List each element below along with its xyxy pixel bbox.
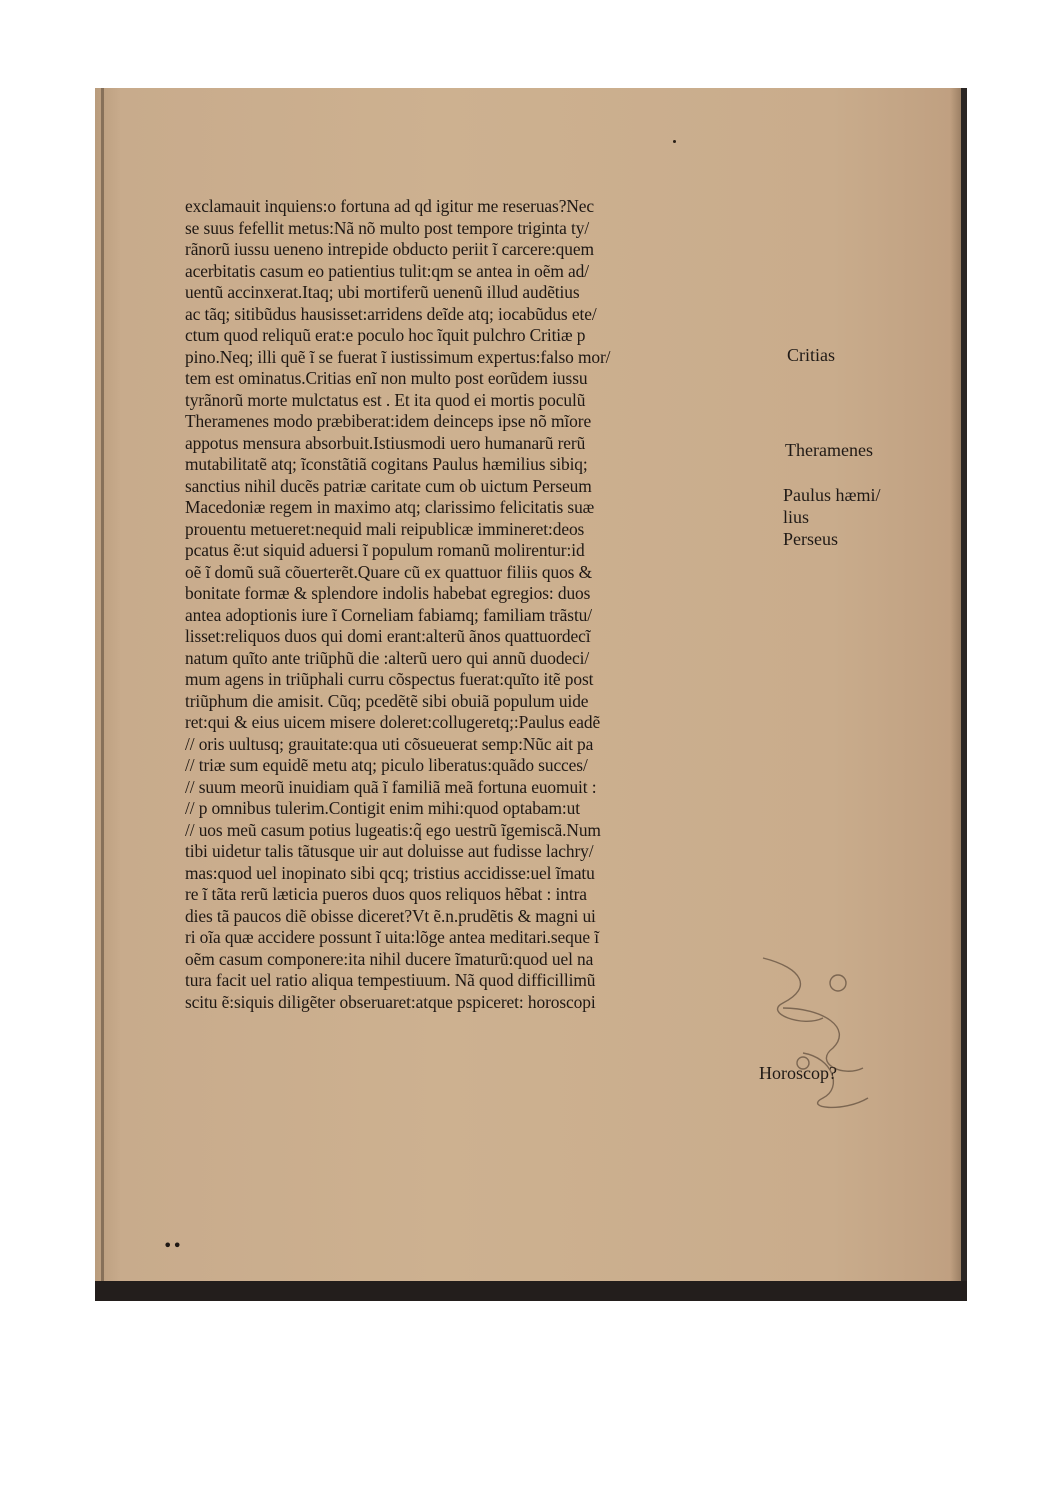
text-line: lisset:reliquos duos qui domi erant:alterũ ãnos quattuordecĩ xyxy=(185,626,591,646)
text-line: tibi uidetur talis tãtusque uir aut doluisse aut fudisse lachry/ xyxy=(185,841,594,861)
text-line: prouentu metueret:nequid mali reipublicæ immineret:deos xyxy=(185,518,585,539)
margin-note-paulus-line2: lius xyxy=(783,507,810,527)
text-line: // suum meorũ inuidiam quã ĩ familiã meã fortuna euomuit : xyxy=(185,776,597,797)
text-line: ri oĩa quæ accidere possunt ĩ uita:lõge antea meditari.seque ĩ xyxy=(185,927,599,947)
text-line: mas:quod uel inopinato sibi qcq; tristius accidisse:uel ĩmatu xyxy=(185,862,595,883)
text-line: exclamauit inquiens:o fortuna ad qd igitur me reseruas?Nec xyxy=(185,196,595,216)
text-line: rãnorũ iussu ueneno intrepide obducto periit ĩ carcere:quem xyxy=(185,239,594,259)
text-line: Theramenes modo præbiberat:idem deinceps ipse nõ mĩore xyxy=(185,411,592,431)
text-line: pcatus ẽ:ut siquid aduersi ĩ populum romanũ molirentur:id xyxy=(185,540,585,560)
text-line: tyrãnorũ morte mulctatus est . Et ita quod ei mortis poculũ xyxy=(185,389,586,410)
text-line: mutabilitatẽ atq; ĩconstãtiã cogitans Paulus hæmilius sibiq; xyxy=(185,454,588,474)
margin-note-horoscopi: Horoscop? xyxy=(759,1063,837,1083)
text-line: oẽm casum componere:ita nihil ducere ĩmaturũ:quod uel na xyxy=(185,948,594,969)
parchment-page xyxy=(95,88,961,1281)
page-gutter xyxy=(101,88,104,1281)
text-line: tura facit uel ratio aliqua tempestiuum. Nã quod difficillimũ xyxy=(185,970,596,990)
scan-frame xyxy=(95,88,967,1301)
text-line: re ĩ tãta rerũ læticia pueros duos quos reliquos hẽbat : intra xyxy=(185,884,587,904)
text-line: bonitate formæ & splendore indolis habebat egregios: duos xyxy=(185,583,591,603)
body-text xyxy=(185,196,775,1013)
margin-note-perseus: Perseus xyxy=(783,529,838,549)
text-line: // triæ sum equidẽ metu atq; piculo liberatus:quãdo succes/ xyxy=(185,755,588,775)
text-line: Macedoniæ regem in maximo atq; clarissimo felicitatis suæ xyxy=(185,497,595,517)
text-line: ac tãq; sitibũdus hausisset:arridens deĩde atq; iocabũdus ete/ xyxy=(185,303,597,324)
text-line: oẽ ĩ domũ suã cõuerterẽt.Quare cũ ex quattuor filiis quos & xyxy=(185,561,593,582)
margin-note-theramenes: Theramenes xyxy=(785,440,873,460)
text-line: se suus fefellit metus:Nã nõ multo post tempore triginta ty/ xyxy=(185,217,590,238)
scan-bottom-band xyxy=(95,1281,967,1301)
text-line: appotus mensura absorbuit.Istiusmodi uero humanarũ rerũ xyxy=(185,432,586,453)
text-line: tem est ominatus.Critias enĩ non multo post eorũdem iussu xyxy=(185,368,588,388)
text-line: triũphum die amisit. Cũq; pcedẽtẽ sibi obuiã populum uide xyxy=(185,690,589,711)
page-edge xyxy=(950,88,961,1281)
text-line: scitu ẽ:siquis diligẽter obseruaret:atque pspiceret: horoscopi xyxy=(185,991,596,1012)
text-line: sanctius nihil ducẽs patriæ caritate cum ob uictum Perseum xyxy=(185,475,592,496)
text-line: uentũ accinxerat.Itaq; ubi mortiferũ uenenũ illud audẽtius xyxy=(185,282,580,302)
text-line: acerbitatis casum eo patientius tulit:qm se antea in oẽm ad/ xyxy=(185,260,590,281)
text-line: mum agens in triũphali curru cõspectus fuerat:quĩto itẽ post xyxy=(185,669,594,689)
text-line: ctum quod reliquũ erat:e poculo hoc ĩquit pulchro Critiæ p xyxy=(185,325,586,345)
margin-note-paulus-line1: Paulus hæmi/ xyxy=(783,485,881,505)
ink-speck xyxy=(673,140,676,143)
signature-mark: •• xyxy=(163,1236,182,1255)
text-line: // p omnibus tulerim.Contigit enim mihi:quod optabam:ut xyxy=(185,798,580,818)
text-line: dies tã paucos diẽ obisse diceret?Vt ẽ.n.prudẽtis & magni ui xyxy=(185,905,596,926)
text-line: // oris uultusq; grauitate:qua uti cõsueuerat semp:Nũc ait pa xyxy=(185,733,594,754)
text-line: ret:qui & eius uicem misere doleret:collugeretq;:Paulus eadẽ xyxy=(185,712,601,732)
library-stamp-flourish xyxy=(743,948,893,1118)
text-line: // uos meũ casum potius lugeatis:q̃ ego uestrũ ĩgemiscã.Num xyxy=(185,819,601,840)
text-line: antea adoptionis iure ĩ Corneliam fabiamq; familiam trãstu/ xyxy=(185,604,593,625)
margin-note-paulus xyxy=(783,484,881,528)
text-line: natum quĩto ante triũphũ die :alterũ uero qui annũ duodeci/ xyxy=(185,647,590,668)
text-line: pino.Neq; illi quẽ ĩ se fuerat ĩ iustissimum expertus:falso mor/ xyxy=(185,346,611,367)
margin-note-critias: Critias xyxy=(787,345,835,365)
